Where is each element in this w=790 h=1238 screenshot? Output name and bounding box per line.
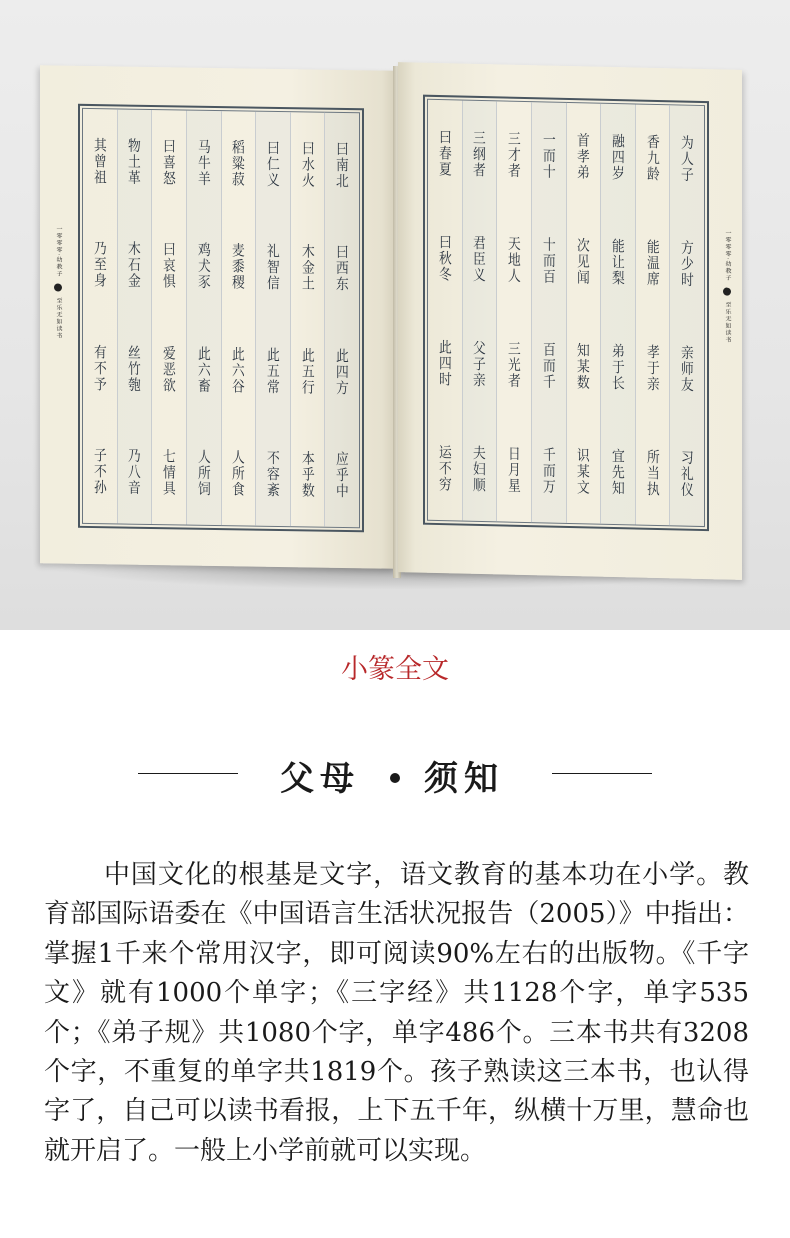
seal-script-text: 曰水火	[299, 140, 316, 189]
seal-script-text: 香九龄	[644, 133, 661, 182]
heading-text-right: 须知	[424, 759, 504, 799]
left-page-frame	[78, 104, 364, 532]
seal-script-text: 其曾祖	[92, 136, 108, 186]
seal-script-text: 有不予	[92, 343, 108, 393]
right-page-column	[600, 104, 635, 525]
seal-script-text: 丝竹匏	[126, 344, 143, 393]
seal-script-text: 曰南北	[334, 140, 350, 189]
left-page-column	[324, 113, 359, 528]
right-page-side-label	[723, 229, 732, 343]
left-page-column	[117, 109, 152, 524]
seal-script-text: 次见闻	[575, 236, 591, 285]
seal-script-text: 此六谷	[230, 345, 246, 395]
seal-script-text: 马牛羊	[196, 138, 212, 187]
right-page-column	[635, 104, 670, 525]
side-dot-icon	[723, 287, 731, 295]
seal-script-text: 三才者	[506, 130, 522, 179]
right-page-columns	[427, 99, 705, 527]
right-page-column	[531, 102, 566, 523]
seal-script-text: 此四方	[334, 347, 350, 396]
seal-script-text: 七情具	[161, 448, 177, 497]
heading-rule-left	[138, 773, 238, 774]
seal-script-text: 本乎数	[299, 450, 316, 499]
seal-script-text: 曰喜怒	[161, 137, 177, 187]
seal-script-text: 子不孙	[92, 447, 108, 496]
seal-script-text: 一而十	[541, 130, 557, 180]
right-page	[398, 62, 742, 580]
heading-rule-right	[552, 773, 652, 774]
right-page-column	[496, 101, 531, 522]
seal-script-text: 此六畜	[196, 345, 212, 394]
left-page-side-label	[54, 225, 63, 339]
left-page-column	[290, 112, 325, 527]
right-page-column	[428, 100, 462, 521]
seal-script-text: 方少时	[679, 238, 695, 288]
seal-script-text: 孝于亲	[644, 343, 661, 392]
left-page-column	[151, 110, 186, 525]
left-page-column	[221, 111, 256, 526]
right-page-column	[566, 103, 601, 524]
left-side-label-bottom: 至乐无如读书	[55, 297, 62, 340]
seal-script-text: 首孝弟	[575, 131, 591, 180]
seal-script-text: 能温席	[644, 238, 661, 287]
seal-script-text: 此五常	[265, 346, 281, 395]
seal-script-text: 曰秋冬	[437, 233, 453, 282]
heading-text-left: 父母	[280, 759, 360, 799]
seal-script-text: 君臣义	[471, 234, 488, 283]
right-page-frame	[423, 95, 709, 531]
seal-script-text: 人所食	[230, 449, 246, 498]
left-page-columns	[82, 108, 360, 528]
seal-script-text: 乃至身	[92, 240, 108, 289]
seal-script-text: 鸡犬豕	[196, 241, 212, 291]
left-page-column	[255, 112, 290, 527]
seal-script-text: 运不穷	[437, 443, 453, 492]
right-page-column	[462, 101, 497, 522]
photo-caption: 小篆全文	[341, 654, 449, 685]
seal-script-text: 不容紊	[265, 449, 281, 499]
seal-script-text: 日月星	[506, 445, 522, 494]
seal-script-text: 能让梨	[610, 237, 626, 286]
seal-script-text: 所当执	[644, 448, 661, 497]
seal-script-text: 父子亲	[471, 339, 488, 388]
seal-script-text: 夫妇顺	[471, 444, 488, 493]
seal-script-text: 宜先知	[610, 447, 626, 496]
seal-script-text: 礼智信	[265, 242, 281, 292]
left-side-label-top: 一零零零·幼教子	[55, 225, 62, 278]
seal-script-text: 此四时	[437, 338, 453, 387]
seal-script-text: 曰哀惧	[161, 241, 177, 290]
seal-script-text: 麦黍稷	[230, 242, 246, 291]
left-page-column	[186, 110, 221, 525]
seal-script-text: 爱恶欲	[161, 344, 177, 394]
seal-script-text: 十而百	[541, 235, 557, 285]
seal-script-text: 弟于长	[610, 342, 626, 391]
seal-script-text: 天地人	[506, 235, 522, 284]
seal-script-text: 亲师友	[679, 343, 695, 393]
seal-script-text: 百而千	[541, 340, 557, 390]
seal-script-text: 此五行	[299, 347, 316, 396]
seal-script-text: 曰仁义	[265, 139, 281, 188]
right-side-label-bottom: 至乐无如读书	[724, 301, 731, 344]
seal-script-text: 木石金	[126, 240, 143, 290]
side-dot-icon	[54, 283, 62, 291]
seal-script-text: 融四岁	[610, 132, 626, 181]
right-side-label-top: 一零零零·幼教子	[724, 229, 731, 282]
seal-script-text: 三光者	[506, 340, 522, 389]
seal-script-text: 识某文	[575, 446, 591, 495]
seal-script-text: 知某数	[575, 341, 591, 390]
seal-script-text: 曰西东	[334, 244, 350, 293]
seal-script-text: 物土革	[126, 137, 143, 186]
body-paragraph: 中国文化的根基是文字，语文教育的基本功在小学。教育部国际语委在《中国语言生活状况报告（2005）》中指出：掌握1千来个常用汉字，即可阅读90%左右的出版物。《千字文》就有1000个单字；《三字经》共1128个字，单字535个；《弟子规》共1080个字，单字486个。三本书共有3208个字，不重复的单字共1819个。孩子熟读这三本书，也认得字了，自己可以读书看报，上下五千年，纵横十万里，慧命也就开启了。一般上小学前就可以实现。	[44, 860, 749, 1166]
seal-script-text: 习礼仪	[679, 448, 695, 498]
seal-script-text: 木金土	[299, 243, 316, 292]
seal-script-text: 人所饲	[196, 448, 212, 498]
seal-script-text: 为人子	[679, 133, 695, 183]
seal-script-text: 三纲者	[471, 129, 488, 178]
heading-dot-icon	[390, 773, 400, 783]
seal-script-text: 曰春夏	[437, 128, 453, 177]
seal-script-text: 乃八音	[126, 447, 143, 497]
left-page	[40, 65, 396, 569]
seal-script-text: 应乎中	[334, 451, 350, 500]
section-heading	[0, 745, 790, 801]
seal-script-text: 稻粱菽	[230, 138, 246, 188]
left-page-column	[83, 109, 117, 524]
seal-script-text: 千而万	[541, 445, 557, 495]
right-page-column	[669, 105, 704, 526]
